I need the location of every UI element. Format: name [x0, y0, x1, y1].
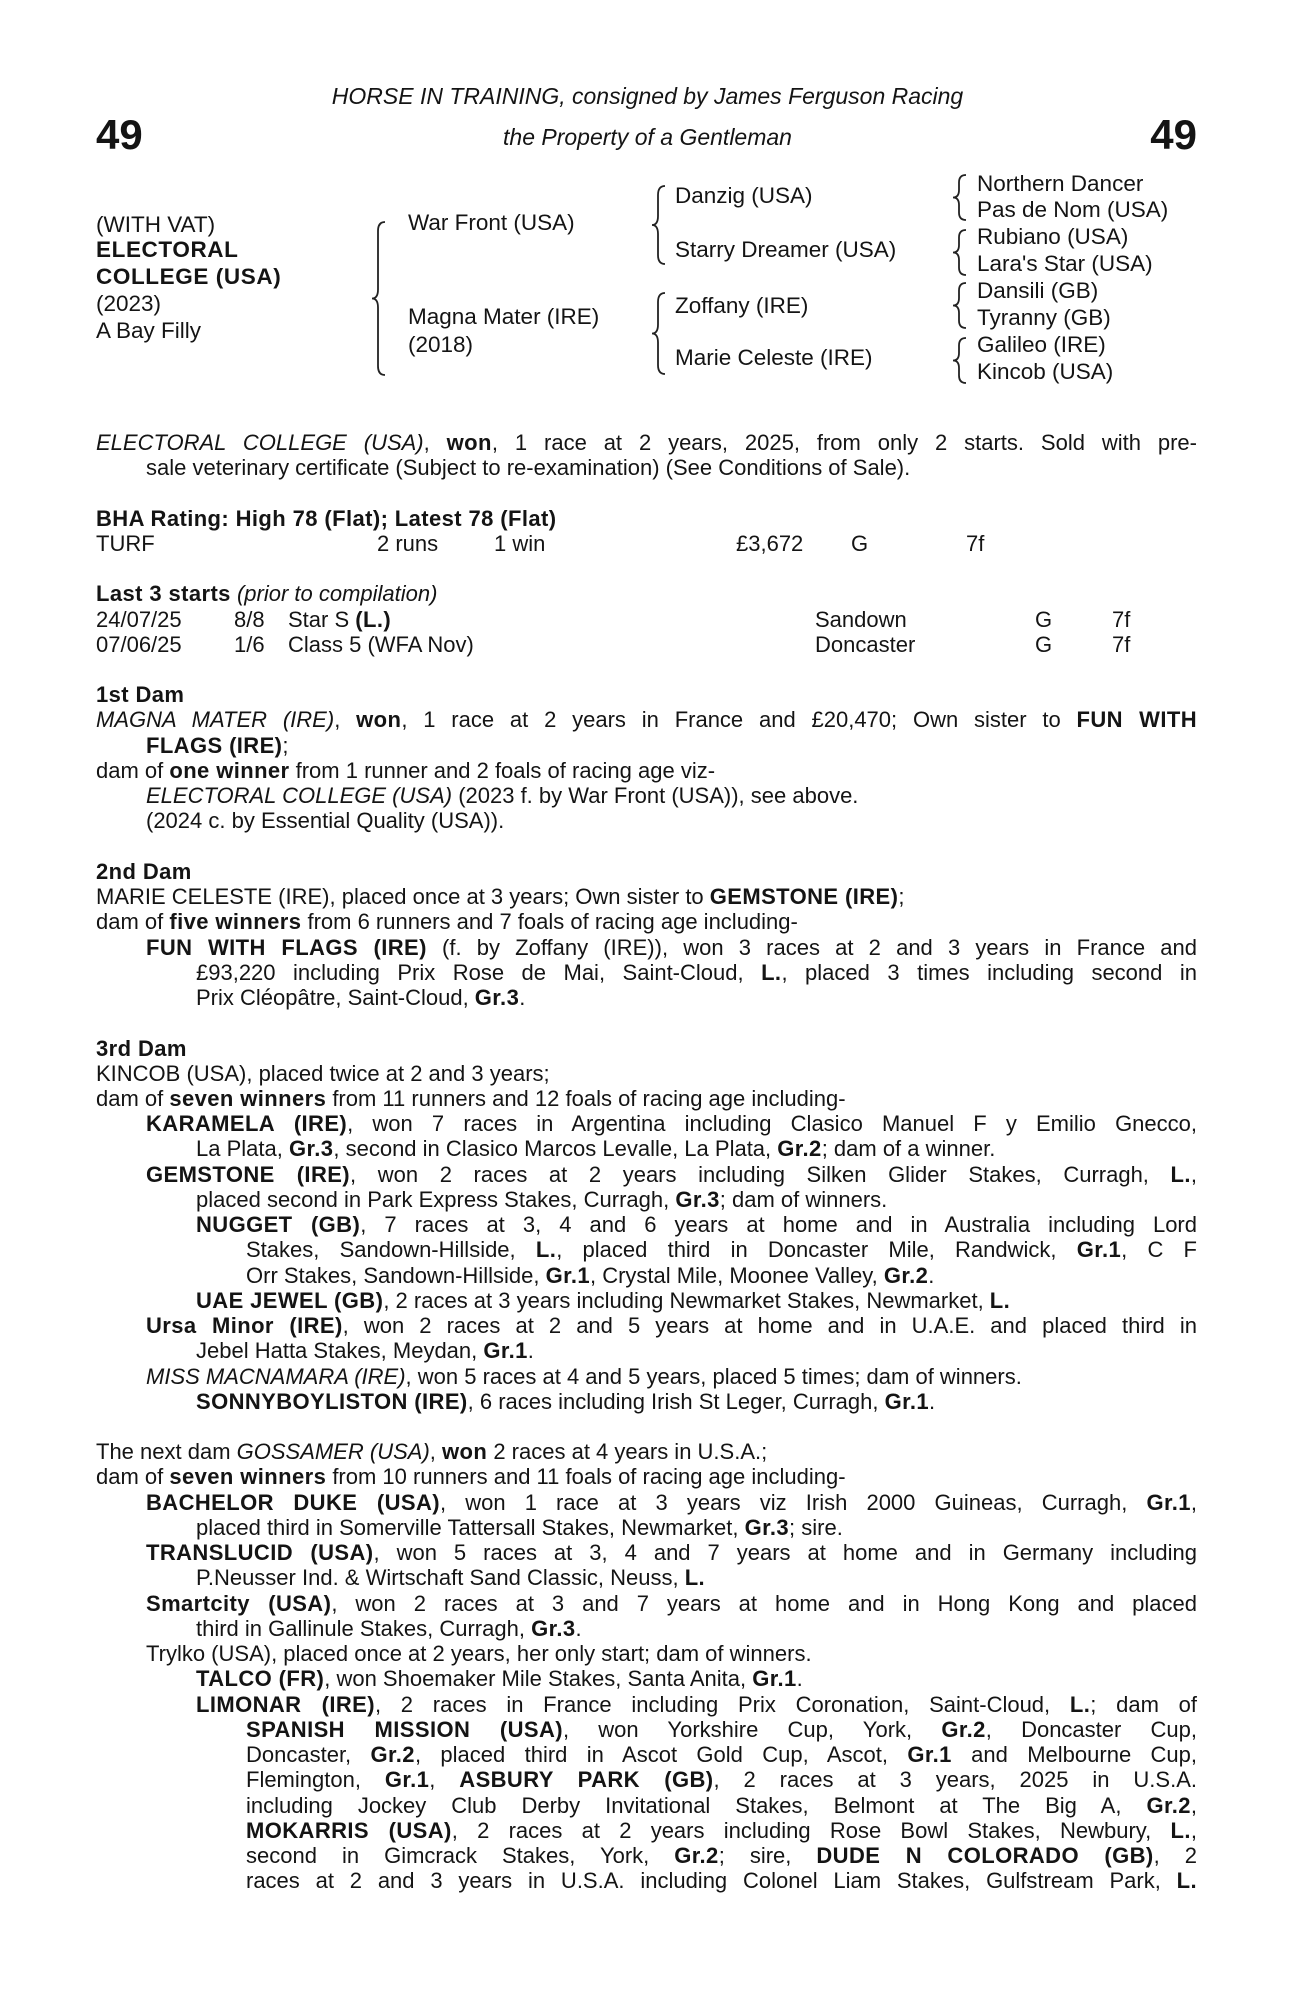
text: including Jockey Club Derby Invitational Stakes, Belmont at The Big A,	[246, 1792, 1147, 1818]
bold-text: TALCO (FR)	[196, 1666, 325, 1692]
bold-text: Gr.1	[907, 1742, 952, 1768]
start-race: Class 5 (WFA Nov)	[288, 631, 474, 657]
text: , won 1 race at 3 years viz Irish 2000 Guineas, Curragh,	[439, 1489, 1147, 1515]
text: .	[796, 1666, 803, 1692]
text-line	[96, 1439, 1197, 1464]
text-line	[196, 985, 1197, 1010]
text-line	[246, 1263, 1197, 1288]
text: dam of	[96, 1085, 170, 1111]
bold-text: ASBURY PARK (GB)	[459, 1767, 714, 1793]
start-row	[96, 607, 1197, 632]
text: ; dam of a winner.	[821, 1136, 996, 1162]
horse-name: ELECTORAL	[96, 237, 239, 262]
text: , won 5 races at 3, 4 and 7 years at home and in Germany including	[373, 1540, 1197, 1566]
text-line	[246, 1717, 1197, 1742]
text-line	[246, 1818, 1197, 1843]
text: .	[575, 1615, 582, 1641]
text: ,	[429, 1767, 460, 1793]
race-record-summary	[96, 430, 1197, 480]
text: ; dam of winners.	[719, 1186, 888, 1212]
bold-text: won	[446, 430, 492, 455]
text: and Melbourne Cup,	[951, 1742, 1198, 1768]
entry	[96, 1692, 1197, 1894]
text-line	[146, 1490, 1197, 1515]
wins: 1 win	[494, 530, 546, 556]
text: ,	[1190, 1817, 1197, 1843]
text: (2024 c. by Essential Quality (USA)).	[146, 808, 505, 834]
text: , Doncaster Cup,	[985, 1716, 1198, 1742]
bold-text: L.	[684, 1565, 706, 1591]
text: .	[519, 985, 526, 1011]
entry	[96, 1641, 1197, 1666]
text-line	[246, 1742, 1197, 1767]
text: , C F	[1121, 1237, 1197, 1263]
bold-text: Gr.1	[884, 1388, 930, 1414]
text: races at 2 and 3 years in U.S.A. including Colonel Liam Stakes, Gulfstream Park,	[246, 1868, 1177, 1894]
entry	[96, 935, 1197, 1011]
text: Doncaster,	[246, 1742, 371, 1768]
ancestor-gen4: Pas de Nom (USA)	[977, 197, 1169, 222]
text: Orr Stakes, Sandown-Hillside,	[246, 1262, 546, 1288]
italic-text: MISS MACNAMARA (IRE)	[146, 1363, 406, 1389]
text: , placed third in Ascot Gold Cup, Ascot,	[414, 1742, 908, 1768]
dam-section	[96, 1439, 1197, 1893]
text-line	[146, 455, 1197, 480]
text-line	[146, 1162, 1197, 1187]
text-line	[146, 808, 1197, 833]
bold-text: L.	[989, 1287, 1011, 1313]
text: 2 races at 4 years in U.S.A.;	[487, 1439, 768, 1465]
text-line	[246, 1767, 1197, 1792]
bold-text: Gr.3	[474, 985, 520, 1011]
dam-section	[96, 1036, 1197, 1415]
text-line	[146, 733, 1197, 758]
text: .	[929, 1388, 936, 1414]
italic-text: ELECTORAL COLLEGE (USA)	[146, 783, 453, 809]
bold-text: Gr.1	[545, 1262, 590, 1288]
bold-text: five winners	[169, 909, 302, 935]
bold-text: GEMSTONE (IRE)	[146, 1161, 351, 1187]
text: (2023 f. by War Front (USA)), see above.	[452, 783, 859, 809]
text-line	[196, 1136, 1197, 1161]
lot-number-left: 49	[96, 111, 143, 158]
entry	[96, 884, 1197, 909]
text: .	[928, 1262, 935, 1288]
text: ; dam of	[1090, 1691, 1198, 1717]
bold-text: Gr.2	[1146, 1792, 1191, 1818]
consignor-heading: HORSE IN TRAINING, consigned by James Ferguson Racing	[331, 83, 964, 109]
vat-note: (WITH VAT)	[96, 212, 216, 237]
bold-text: FLAGS (IRE)	[146, 732, 283, 758]
ancestor-gen4: Northern Dancer	[977, 171, 1144, 196]
bold-text: NUGGET (GB)	[196, 1212, 361, 1238]
text: ;	[282, 732, 289, 758]
last-starts-heading	[96, 581, 1197, 606]
brace-icon	[953, 175, 966, 220]
bold-text: SONNYBOYLISTON (IRE)	[196, 1388, 468, 1414]
entry	[96, 783, 1197, 808]
italic-text: MAGNA MATER (IRE)	[96, 707, 335, 733]
text: Stakes, Sandown-Hillside,	[246, 1237, 536, 1263]
granddam-paternal: Starry Dreamer (USA)	[675, 237, 897, 262]
text-line	[146, 1540, 1197, 1565]
dam-section	[96, 859, 1197, 1010]
text: Flemington,	[246, 1767, 385, 1793]
entry	[96, 430, 1197, 480]
text: , 2 races at 2 years including Rose Bowl Stakes, Newbury,	[451, 1817, 1171, 1843]
surface: TURF	[96, 530, 155, 556]
bold-text: seven winners	[169, 1085, 327, 1111]
race-grade: (L.)	[355, 606, 392, 632]
text: .	[527, 1338, 534, 1364]
text: from 6 runners and 7 foals of racing age including-	[301, 909, 798, 935]
text-line	[246, 1843, 1197, 1868]
text-line	[96, 884, 1197, 909]
entry	[96, 808, 1197, 833]
bold-text: won	[442, 1439, 488, 1465]
text: sale veterinary certificate (Subject to re-examination) (See Conditions of Sale).	[146, 455, 911, 481]
bold-text: Gr.2	[777, 1136, 822, 1162]
text: , won 2 races at 3 and 7 years at home and in Hong Kong and placed	[331, 1590, 1198, 1616]
text-line	[246, 1868, 1197, 1893]
text-line	[196, 1338, 1197, 1363]
text-line	[146, 1111, 1197, 1136]
start-race: Star S (L.)	[288, 606, 392, 632]
text: dam of	[96, 757, 170, 783]
text: KINCOB (USA), placed twice at 2 and 3 years;	[96, 1060, 550, 1086]
last-starts-note: (prior to compilation)	[236, 581, 438, 607]
text: La Plata,	[196, 1136, 289, 1162]
entry	[96, 1464, 1197, 1489]
italic-text: ELECTORAL COLLEGE (USA)	[96, 430, 424, 455]
bold-text: Gr.2	[370, 1742, 415, 1768]
text: ,	[1190, 1792, 1197, 1818]
text: placed second in Park Express Stakes, Curragh,	[196, 1186, 676, 1212]
last-starts-title: Last 3 starts	[96, 581, 231, 607]
text: Trylko (USA), placed once at 2 years, her only start; dam of winners.	[146, 1641, 812, 1667]
section-heading: 1st Dam	[96, 682, 185, 708]
lot-number-right: 49	[1150, 111, 1197, 158]
bold-text: GEMSTONE (IRE)	[709, 884, 899, 910]
text-line	[196, 960, 1197, 985]
entry	[96, 1212, 1197, 1288]
text-line	[146, 1591, 1197, 1616]
text: ,	[1190, 1489, 1197, 1515]
text-line	[96, 430, 1197, 455]
text-line	[96, 909, 1197, 934]
property-heading: the Property of a Gentleman	[503, 124, 792, 150]
brace-icon	[652, 186, 665, 264]
text-line	[246, 1793, 1197, 1818]
bold-text: Gr.2	[883, 1262, 929, 1288]
prize-money: £3,672	[736, 530, 804, 556]
text: , won 5 races at 4 and 5 years, placed 5 times; dam of winners.	[405, 1363, 1022, 1389]
bold-text: one winner	[169, 757, 290, 783]
text: £93,220 including Prix Rose de Mai, Saint-Cloud,	[196, 959, 762, 985]
horse-year: (2023)	[96, 291, 162, 316]
text-line	[196, 1212, 1197, 1237]
bha-rating	[96, 506, 1197, 556]
italic-text: GOSSAMER (USA)	[236, 1439, 430, 1465]
bold-text: Gr.3	[744, 1514, 790, 1540]
text: , 1 race at 2 years in France and £20,470; Own sister to	[401, 707, 1077, 733]
text: ,	[1190, 1161, 1197, 1187]
entry	[96, 707, 1197, 757]
start-course: Sandown	[815, 606, 907, 632]
entry	[96, 1086, 1197, 1111]
text: dam of	[96, 909, 170, 935]
text-line	[146, 1313, 1197, 1338]
text-line	[96, 758, 1197, 783]
start-course: Doncaster	[815, 631, 916, 657]
bold-text: L.	[535, 1237, 557, 1263]
text-line	[146, 1641, 1197, 1666]
bold-text: L.	[761, 959, 782, 985]
dam-year: (2018)	[408, 332, 474, 357]
entry	[96, 1288, 1197, 1313]
bold-text: FUN WITH	[1076, 707, 1197, 733]
text-line	[196, 1565, 1197, 1590]
text-line	[96, 707, 1197, 732]
entry	[96, 1666, 1197, 1691]
bold-text: Gr.1	[1076, 1237, 1122, 1263]
bold-text: Gr.3	[675, 1186, 720, 1212]
dam-section	[96, 682, 1197, 833]
last-starts	[96, 581, 1197, 657]
horse-description: A Bay Filly	[96, 318, 202, 343]
text: , placed third in Doncaster Mile, Randwick,	[556, 1237, 1077, 1263]
bold-text: L.	[1170, 1817, 1191, 1843]
text: (f. by Zoffany (IRE)), won 3 races at 2 and 3 years in France and	[426, 934, 1197, 960]
bold-text: Gr.3	[288, 1136, 334, 1162]
start-row	[96, 632, 1197, 657]
text-line	[196, 1515, 1197, 1540]
start-pos: 1/6	[234, 631, 265, 657]
bold-text: SPANISH MISSION (USA)	[246, 1716, 563, 1742]
ancestor-gen4: Lara's Star (USA)	[977, 251, 1153, 276]
text: , won 7 races in Argentina including Clasico Manuel F y Emilio Gnecco,	[347, 1111, 1197, 1137]
start-pos: 8/8	[234, 606, 265, 632]
bold-text: L.	[1069, 1691, 1091, 1717]
ancestor-gen4: Rubiano (USA)	[977, 224, 1129, 249]
text: dam of	[96, 1464, 170, 1490]
rating-heading: BHA Rating: High 78 (Flat); Latest 78 (Flat)	[96, 505, 557, 531]
text-line	[96, 1061, 1197, 1086]
start-date: 24/07/25	[96, 606, 182, 632]
text: , placed 3 times including second in	[781, 959, 1197, 985]
entry	[96, 1591, 1197, 1641]
text-line	[196, 1666, 1197, 1691]
bold-text: Gr.1	[384, 1767, 430, 1793]
text-line	[196, 1187, 1197, 1212]
surface-record-row	[96, 531, 1197, 556]
text-line	[196, 1692, 1197, 1717]
text: ;	[898, 884, 905, 910]
text: ,	[423, 430, 447, 455]
text: P.Neusser Ind. & Wirtschaft Sand Classic, Neuss,	[196, 1565, 685, 1591]
bold-text: Gr.1	[1146, 1489, 1191, 1515]
entry	[96, 1439, 1197, 1464]
text: ,	[334, 707, 357, 733]
start-going: G	[1035, 606, 1053, 632]
pedigree-braces	[0, 0, 1315, 420]
entry	[96, 1389, 1197, 1414]
bold-text: DUDE N COLORADO (GB)	[816, 1842, 1154, 1868]
text-line	[146, 935, 1197, 960]
text-line	[96, 1086, 1197, 1111]
dam: Magna Mater (IRE)	[408, 304, 600, 329]
text: ; sire,	[718, 1842, 817, 1868]
granddam-maternal: Marie Celeste (IRE)	[675, 345, 873, 370]
text: , 2 races in France including Prix Coronation, Saint-Cloud,	[374, 1691, 1070, 1717]
entry	[96, 1364, 1197, 1389]
text: , Crystal Mile, Moonee Valley,	[589, 1262, 884, 1288]
entry	[96, 1111, 1197, 1161]
text: , won Yorkshire Cup, York,	[562, 1716, 942, 1742]
text: ,	[429, 1439, 443, 1465]
brace-icon	[652, 293, 665, 374]
entry	[96, 1162, 1197, 1212]
text-line	[196, 1616, 1197, 1641]
entry	[96, 758, 1197, 783]
text: , won 2 races at 2 and 5 years at home and in U.A.E. and placed third in	[342, 1313, 1197, 1339]
text: ; sire.	[789, 1514, 843, 1540]
bold-text: TRANSLUCID (USA)	[146, 1540, 374, 1566]
text: second in Gimcrack Stakes, York,	[246, 1842, 675, 1868]
text: from 10 runners and 11 foals of racing age including-	[326, 1464, 846, 1490]
text: Prix Cléopâtre, Saint-Cloud,	[196, 985, 475, 1011]
bold-text: Gr.1	[752, 1666, 797, 1692]
text: , won 2 races at 2 years including Silken Glider Stakes, Curragh,	[350, 1161, 1171, 1187]
text: , 6 races including Irish St Leger, Curragh,	[467, 1388, 885, 1414]
bold-text: LIMONAR (IRE)	[196, 1691, 375, 1717]
bold-text: Ursa Minor (IRE)	[146, 1313, 343, 1339]
runs: 2 runs	[377, 530, 439, 556]
catalogue-body	[96, 430, 1197, 1919]
text: Jebel Hatta Stakes, Meydan,	[196, 1338, 484, 1364]
bold-text: KARAMELA (IRE)	[146, 1111, 348, 1137]
text-line	[146, 783, 1197, 808]
bold-text: Gr.1	[483, 1338, 528, 1364]
text-line	[196, 1288, 1197, 1313]
bold-text: won	[356, 707, 402, 733]
text-line	[96, 1464, 1197, 1489]
start-dist: 7f	[1112, 631, 1131, 657]
bold-text: MOKARRIS (USA)	[246, 1817, 452, 1843]
start-going: G	[1035, 631, 1053, 657]
ancestor-gen4: Kincob (USA)	[977, 359, 1114, 384]
entry	[96, 1490, 1197, 1540]
bold-text: L.	[1170, 1161, 1191, 1187]
text: , 2 races at 3 years, 2025 in U.S.A.	[713, 1767, 1197, 1793]
text: , 2	[1153, 1842, 1197, 1868]
text: placed third in Somerville Tattersall Stakes, Newmarket,	[196, 1514, 745, 1540]
going: G	[851, 530, 869, 556]
text-line	[196, 1389, 1197, 1414]
section-heading: 3rd Dam	[96, 1035, 187, 1061]
bold-text: FUN WITH FLAGS (IRE)	[146, 934, 427, 960]
bold-text: Gr.2	[674, 1842, 719, 1868]
section-heading: 2nd Dam	[96, 858, 192, 884]
bold-text: UAE JEWEL (GB)	[196, 1287, 384, 1313]
ancestor-gen4: Dansili (GB)	[977, 278, 1099, 303]
bold-text: L.	[1176, 1868, 1197, 1894]
start-date: 07/06/25	[96, 631, 182, 657]
entry	[96, 1540, 1197, 1590]
text-line	[246, 1237, 1197, 1262]
brace-icon	[372, 222, 385, 375]
text: , won Shoemaker Mile Stakes, Santa Anita,	[324, 1666, 753, 1692]
text: third in Gallinule Stakes, Curragh,	[196, 1615, 532, 1641]
horse-name-cont: COLLEGE (USA)	[96, 264, 282, 289]
bold-text: seven winners	[169, 1464, 327, 1490]
text: from 1 runner and 2 foals of racing age viz-	[289, 757, 716, 783]
bold-text: Gr.3	[531, 1615, 576, 1641]
brace-icon	[953, 338, 966, 383]
text: , 2 races at 3 years including Newmarket Stakes, Newmarket,	[383, 1287, 990, 1313]
text: , second in Clasico Marcos Levalle, La Plata,	[333, 1136, 778, 1162]
text-line	[146, 1364, 1197, 1389]
start-dist: 7f	[1112, 606, 1131, 632]
text: The next dam	[96, 1439, 237, 1465]
grandsire-maternal: Zoffany (IRE)	[675, 293, 809, 318]
bold-text: Smartcity (USA)	[146, 1590, 332, 1616]
ancestor-gen4: Galileo (IRE)	[977, 332, 1106, 357]
brace-icon	[953, 230, 966, 275]
sire: War Front (USA)	[408, 210, 575, 235]
text: from 11 runners and 12 foals of racing age including-	[326, 1085, 846, 1111]
brace-icon	[953, 283, 966, 328]
distance: 7f	[966, 530, 985, 556]
bold-text: BACHELOR DUKE (USA)	[146, 1489, 440, 1515]
grandsire-paternal: Danzig (USA)	[675, 183, 813, 208]
text: MARIE CELESTE (IRE), placed once at 3 years; Own sister to	[96, 884, 710, 910]
entry	[96, 909, 1197, 934]
bold-text: Gr.2	[941, 1716, 986, 1742]
text: , 1 race at 2 years, 2025, from only 2 starts. Sold with pre-	[491, 430, 1197, 455]
text: , 7 races at 3, 4 and 6 years at home and in Australia including Lord	[360, 1212, 1197, 1238]
ancestor-gen4: Tyranny (GB)	[977, 305, 1111, 330]
entry	[96, 1313, 1197, 1363]
entry	[96, 1061, 1197, 1086]
